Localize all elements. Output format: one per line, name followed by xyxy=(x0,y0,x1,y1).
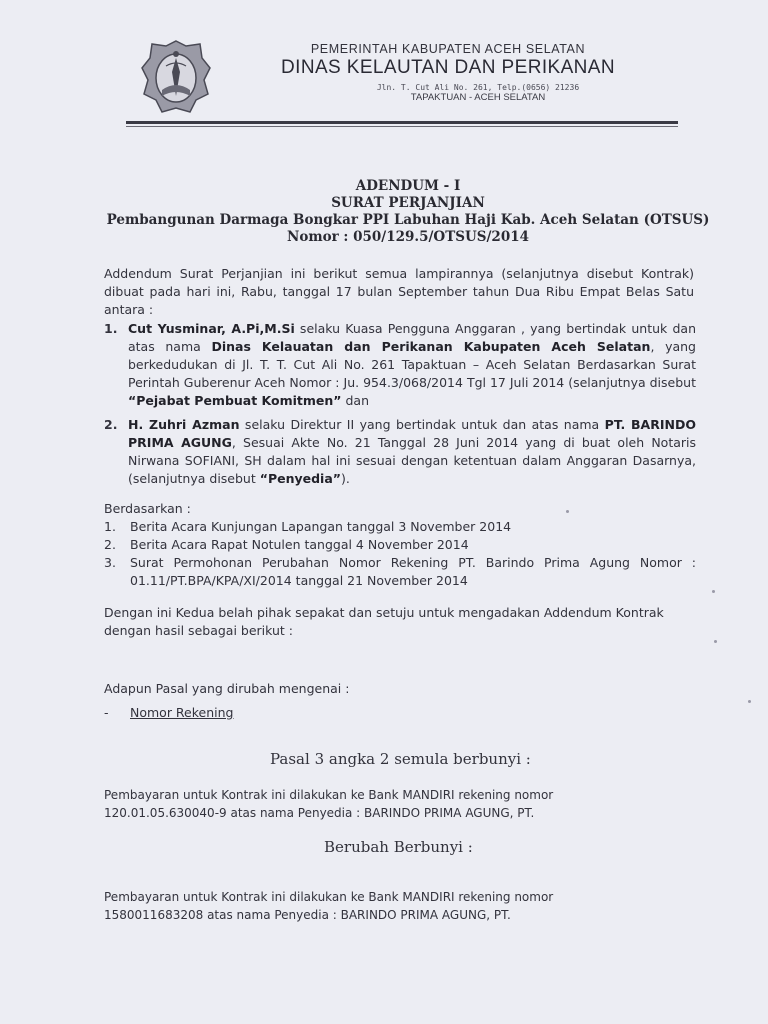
list-item xyxy=(104,554,696,590)
intro-paragraph: Addendum Surat Perjanjian ini berikut semua lampirannya (selanjutnya disebut Kontrak) dibuat pada hari ini, Rabu, tanggal 17 bulan September tahun Dua Ribu Empat Belas Satu antara : xyxy=(104,266,694,317)
list-item xyxy=(104,536,696,554)
scan-speck xyxy=(714,640,717,643)
payment-old-line-1: Pembayaran untuk Kontrak ini dilakukan ke Bank MANDIRI rekening nomor xyxy=(104,788,554,802)
pasal-heading: Pasal 3 angka 2 semula berbunyi : xyxy=(270,750,531,768)
party-text-e: dan xyxy=(341,393,370,408)
title-line-2: SURAT PERJANJIAN xyxy=(331,195,485,211)
based-on-text: Berita Acara Rapat Notulen tanggal 4 November 2014 xyxy=(130,537,469,552)
based-on-section xyxy=(104,500,696,590)
party-text-c: , yang berkedudukan di Jl. T. T. Cut Ali No. 261 Tapaktuan – Aceh Selatan Berdasarkan Surat Perintah Guberenur Aceh Nomor : Ju. 954.3/068/2014 Tgl 17 Juli 2014 (selanjutnya disebut xyxy=(128,339,696,390)
party-entity: PT. BARINDO PRIMA AGUNG xyxy=(128,417,696,450)
party-text-e: ). xyxy=(341,471,350,486)
changed-item: Nomor Rekening xyxy=(130,705,234,720)
party-role: “Penyedia” xyxy=(259,471,341,486)
list-item xyxy=(104,320,696,410)
based-on-number: 2. xyxy=(104,537,116,552)
party-text-a: selaku Kuasa Pengguna Anggaran , yang bertindak untuk dan atas nama xyxy=(128,321,696,354)
changed-heading: Berubah Berbunyi : xyxy=(324,838,473,856)
party-text xyxy=(128,416,696,488)
party-text xyxy=(128,320,696,410)
changed-section xyxy=(104,680,694,722)
parties-list xyxy=(104,320,696,494)
party-name: Cut Yusminar, A.Pi,M.Si xyxy=(128,321,295,336)
based-on-text: Surat Permohonan Perubahan Nomor Rekening PT. Barindo Prima Agung Nomor : 01.11/PT.BPA/KPA/XI/2014 tanggal 21 November 2014 xyxy=(130,555,696,588)
list-item xyxy=(104,518,696,536)
letterhead-address: Jln. T. Cut Ali No. 261, Telp.(0656) 21236 xyxy=(376,83,580,92)
list-item xyxy=(104,704,694,722)
party-role: “Pejabat Pembuat Komitmen” xyxy=(128,393,342,408)
based-on-label: Berdasarkan : xyxy=(104,501,191,516)
payment-new-line-1: Pembayaran untuk Kontrak ini dilakukan ke Bank MANDIRI rekening nomor xyxy=(104,890,554,904)
title-line-1: ADENDUM - I xyxy=(355,178,461,194)
title-line-3: Pembangunan Darmaga Bongkar PPI Labuhan Haji Kab. Aceh Selatan (OTSUS) xyxy=(106,212,710,228)
payment-new-line-2: 1580011683208 atas nama Penyedia : BARINDO PRIMA AGUNG, PT. xyxy=(104,908,511,922)
party-entity: Dinas Kelauatan dan Perikanan Kabupaten Aceh Selatan xyxy=(211,339,651,354)
payment-old-line-2: 120.01.05.630040-9 atas nama Penyedia : BARINDO PRIMA AGUNG, PT. xyxy=(104,806,535,820)
party-text-a: selaku Direktur II yang bertindak untuk dan atas nama xyxy=(239,417,605,432)
regency-emblem-icon xyxy=(140,38,212,116)
letterhead-agency: DINAS KELAUTAN DAN PERIKANAN xyxy=(281,57,615,78)
title-line-4: Nomor : 050/129.5/OTSUS/2014 xyxy=(286,229,530,245)
based-on-text: Berita Acara Kunjungan Lapangan tanggal 3 November 2014 xyxy=(130,519,512,534)
letterhead xyxy=(248,42,648,103)
party-number: 2. xyxy=(104,417,118,432)
scan-speck xyxy=(712,590,715,593)
letterhead-government: PEMERINTAH KABUPATEN ACEH SELATAN xyxy=(310,42,586,56)
document-title xyxy=(60,178,756,246)
party-number: 1. xyxy=(104,321,118,336)
payment-new xyxy=(104,888,664,924)
letterhead-rule-thick xyxy=(126,121,678,124)
changed-label: Adapun Pasal yang dirubah mengenai : xyxy=(104,681,350,696)
party-name: H. Zuhri Azman xyxy=(128,417,240,432)
payment-old xyxy=(104,786,664,822)
letterhead-rule-thin xyxy=(126,126,678,127)
letterhead-city: TAPAKTUAN - ACEH SELATAN xyxy=(410,92,546,103)
scan-speck xyxy=(566,510,569,513)
list-item xyxy=(104,416,696,488)
party-text-c: , Sesuai Akte No. 21 Tanggal 28 Juni 2014 yang di buat oleh Notaris Nirwana SOFIANI, SH dalam hal ini sesuai dengan ketentuan dalam Anggaran Dasarnya, (selanjutnya disebut xyxy=(128,435,696,486)
based-on-number: 3. xyxy=(104,555,116,570)
scan-speck xyxy=(748,700,751,703)
based-on-number: 1. xyxy=(104,519,116,534)
agreement-paragraph: Dengan ini Kedua belah pihak sepakat dan setuju untuk mengadakan Addendum Kontrak dengan hasil sebagai berikut : xyxy=(104,605,664,638)
changed-dash: - xyxy=(104,705,109,720)
